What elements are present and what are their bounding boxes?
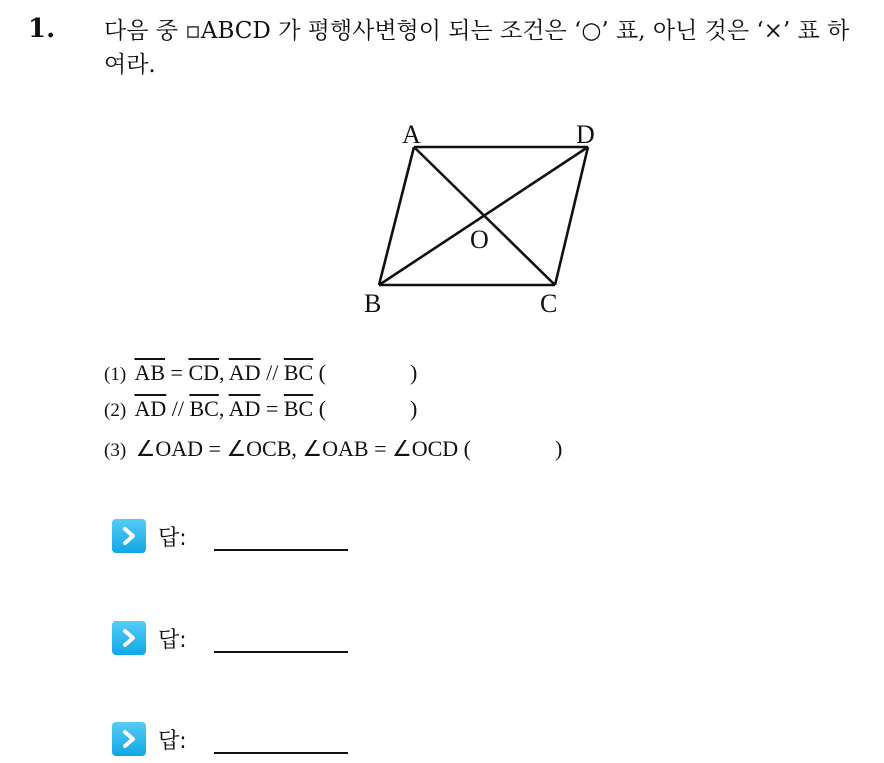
condition-item-3	[104, 436, 562, 462]
chevron-right-icon	[112, 621, 146, 655]
open-paren: (	[313, 360, 326, 385]
equals-sign: =	[260, 396, 284, 421]
condition-item-1	[104, 360, 417, 386]
item-number: (3)	[104, 440, 127, 461]
close-paren: )	[410, 396, 418, 421]
parallel-sign: //	[166, 396, 190, 421]
side-dc	[555, 147, 588, 285]
vertex-label-b: B	[364, 289, 382, 318]
answer-row-3	[112, 722, 187, 756]
close-paren: )	[554, 436, 563, 461]
item-number: (2)	[104, 400, 127, 421]
question-number: 1.	[28, 14, 56, 44]
segment-bc: $\overline{BC}$	[189, 396, 219, 421]
chevron-right-icon	[112, 519, 146, 553]
vertex-label-d: D	[576, 120, 595, 149]
diagonal-bd	[379, 147, 588, 285]
open-paren: (	[313, 396, 327, 421]
angle-condition: ∠OAD = ∠OCB, ∠OAB = ∠OCD (	[135, 436, 471, 461]
vertex-label-c: C	[540, 289, 558, 318]
answer-input-line[interactable]	[214, 549, 348, 551]
parallel-sign: //	[260, 360, 284, 385]
close-paren: )	[410, 360, 418, 385]
answer-row-1	[112, 519, 187, 553]
comma: ,	[219, 360, 229, 385]
parallelogram-figure	[350, 108, 630, 323]
equals-sign: =	[165, 360, 189, 385]
question-text: 다음 중 ▫ABCD 가 평행사변형이 되는 조건은 ‘○’ 표, 아닌 것은 ‘×’ 표 하여라.	[104, 18, 850, 78]
segment-bc: $\overline{BC}$	[283, 360, 314, 385]
segment-bc: $\overline{BC}$	[283, 396, 314, 421]
segment-ad: $\overline{AD}$	[134, 396, 167, 421]
item-number: (1)	[104, 364, 127, 385]
condition-item-2	[104, 396, 417, 422]
segment-ab: $\overline{AB}$	[134, 360, 166, 385]
comma: ,	[218, 396, 229, 421]
segment-cd: $\overline{CD}$	[188, 360, 219, 385]
segment-ad: $\overline{AD}$	[228, 396, 261, 421]
vertex-label-a: A	[402, 120, 421, 149]
segment-ad: $\overline{AD}$	[228, 360, 261, 385]
center-label-o: O	[470, 225, 489, 254]
answer-label: 답:	[158, 728, 187, 754]
answer-label: 답:	[158, 525, 187, 551]
answer-row-2	[112, 621, 187, 655]
parallelogram-diagram	[350, 108, 630, 323]
answer-input-line[interactable]	[214, 651, 348, 653]
answer-label: 답:	[158, 627, 187, 653]
chevron-right-icon	[112, 722, 146, 756]
answer-input-line[interactable]	[214, 752, 348, 754]
